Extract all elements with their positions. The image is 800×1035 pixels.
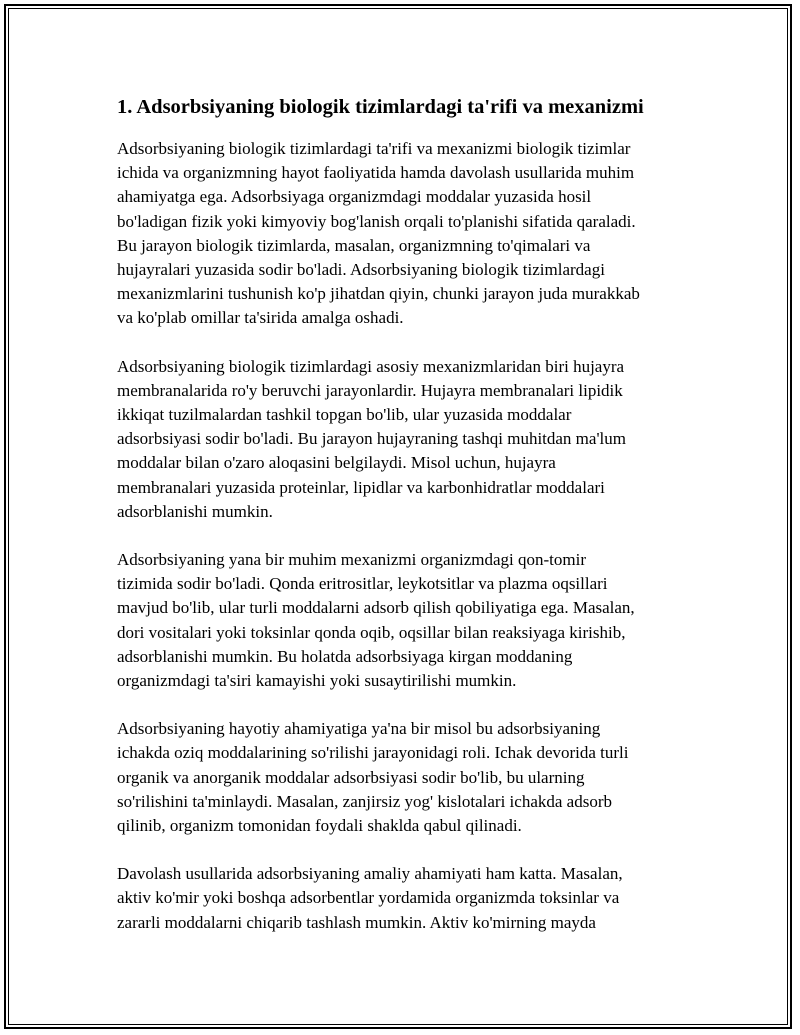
text-line: dori vositalari yoki toksinlar qonda oqib, oqsillar bilan reaksiyaga kirishib, [117, 622, 626, 642]
text-line: tizimida sodir bo'ladi. Qonda eritrositlar, leykotsitlar va plazma oqsillari [117, 574, 608, 594]
text-line: hujayralari yuzasida sodir bo'ladi. Adsorbsiyaning biologik tizimlardagi [117, 260, 605, 280]
document-body [117, 93, 697, 959]
text-line: va ko'plab omillar ta'sirida amalga oshadi. [117, 308, 404, 328]
text-line: so'rilishini ta'minlaydi. Masalan, zanjirsiz yog' kislotalari ichakda adsorb [117, 791, 612, 811]
text-line: ichakda oziq moddalarining so'rilishi jarayonidagi roli. Ichak devorida turli [117, 743, 629, 763]
text-line: Adsorbsiyaning biologik tizimlardagi asosiy mexanizmlaridan biri hujayra [117, 356, 625, 376]
text-line: mavjud bo'lib, ular turli moddalarni adsorb qilish qobiliyatiga ega. Masalan, [117, 598, 635, 618]
text-line: ikkiqat tuzilmalardan tashkil topgan bo'lib, ular yuzasida moddalar [117, 405, 572, 425]
paragraph-2 [117, 355, 697, 524]
text-line: adsorblanishi mumkin. [117, 501, 273, 521]
text-line: Adsorbsiyaning hayotiy ahamiyatiga ya'na bir misol bu adsorbsiyaning [117, 719, 601, 739]
text-line: moddalar bilan o'zaro aloqasini belgilaydi. Misol uchun, hujayra [117, 453, 556, 473]
paragraph-3 [117, 548, 697, 693]
text-line: bo'ladigan fizik yoki kimyoviy bog'lanish orqali to'planishi sifatida qaraladi. [117, 211, 636, 231]
text-line: mexanizmlarini tushunish ko'p jihatdan qiyin, chunki jarayon juda murakkab [117, 284, 640, 304]
text-line: membranalarida ro'y beruvchi jarayonlardir. Hujayra membranalari lipidik [117, 380, 623, 400]
text-line: adsorbsiyasi sodir bo'ladi. Bu jarayon hujayraning tashqi muhitdan ma'lum [117, 429, 626, 449]
text-line: zararli moddalarni chiqarib tashlash mumkin. Aktiv ko'mirning mayda [117, 912, 596, 932]
text-line: ichida va organizmning hayot faoliyatida hamda davolash usullarida muhim [117, 163, 635, 183]
text-line: membranalari yuzasida proteinlar, lipidlar va karbonhidratlar moddalari [117, 477, 605, 497]
text-line: organizmdagi ta'siri kamayishi yoki susaytirilishi mumkin. [117, 671, 517, 691]
text-line: Adsorbsiyaning biologik tizimlardagi ta'rifi va mexanizmi biologik tizimlar [117, 139, 631, 158]
text-line: qilinib, organizm tomonidan foydali shaklda qabul qilinadi. [117, 816, 522, 836]
paragraph-4 [117, 717, 697, 838]
text-line: aktiv ko'mir yoki boshqa adsorbentlar yordamida organizmda toksinlar va [117, 888, 620, 908]
paragraph-1 [117, 137, 697, 331]
text-line: adsorblanishi mumkin. Bu holatda adsorbsiyaga kirgan moddaning [117, 646, 573, 666]
text-line: organik va anorganik moddalar adsorbsiyasi sodir bo'lib, bu ularning [117, 767, 585, 787]
text-line: Adsorbsiyaning yana bir muhim mexanizmi organizmdagi qon-tomir [117, 550, 586, 570]
text-line: Davolash usullarida adsorbsiyaning amaliy ahamiyati ham katta. Masalan, [117, 864, 623, 884]
text-line: ahamiyatga ega. Adsorbsiyaga organizmdagi moddalar yuzasida hosil [117, 187, 592, 207]
text-line: Bu jarayon biologik tizimlarda, masalan, organizmning to'qimalari va [117, 235, 591, 255]
paragraph-5 [117, 862, 697, 935]
section-heading: 1. Adsorbsiyaning biologik tizimlardagi ta'rifi va mexanizmi [117, 96, 644, 118]
